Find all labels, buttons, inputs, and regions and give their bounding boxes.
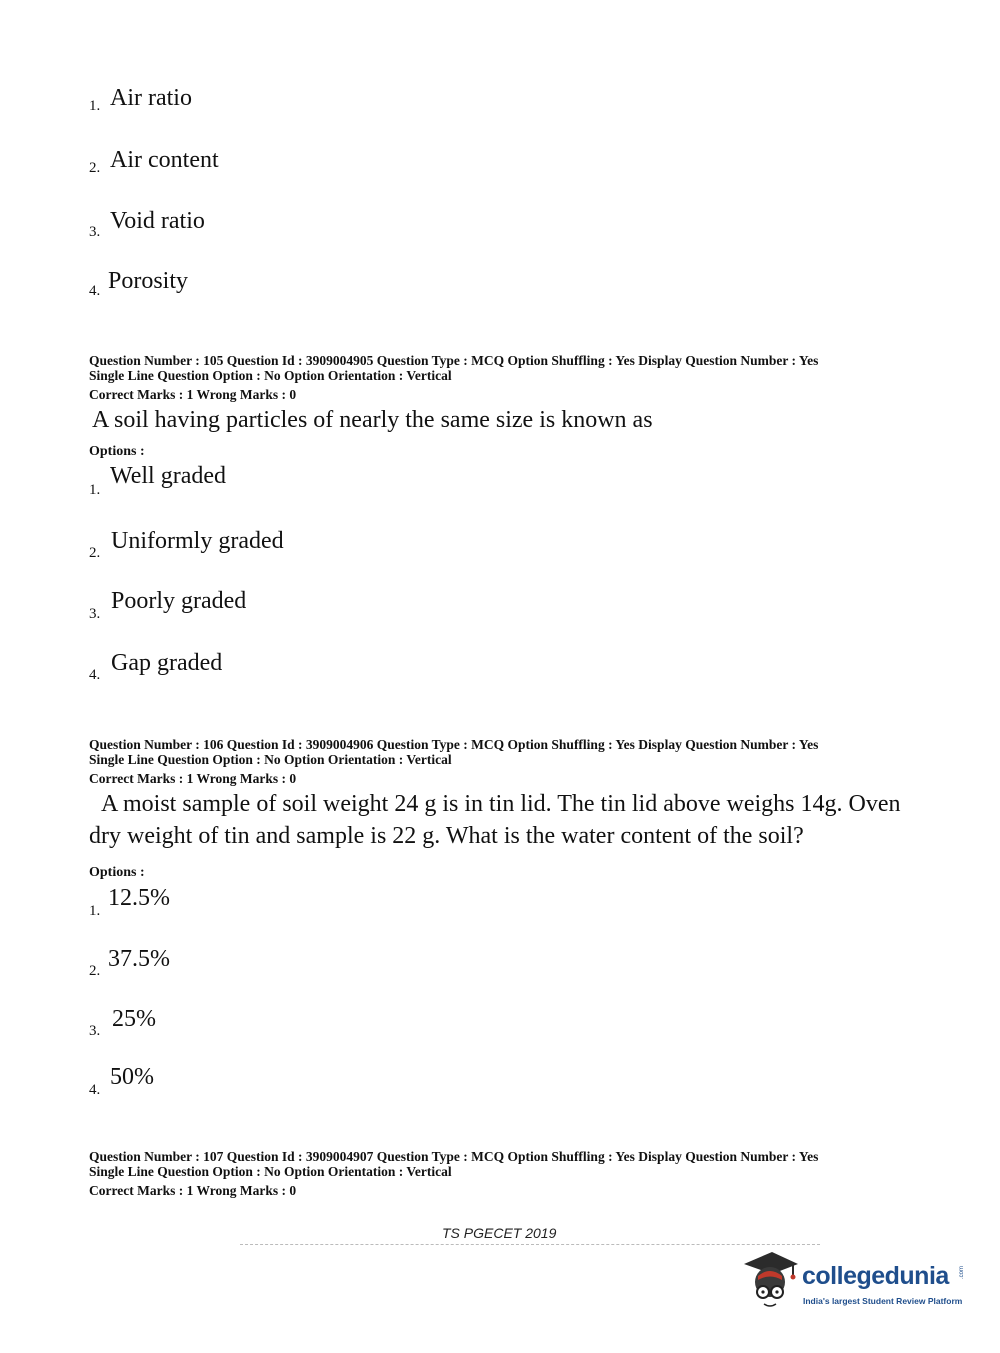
option-text: 37.5% [108, 946, 170, 972]
option-text: Uniformly graded [111, 528, 284, 554]
collegedunia-logo [740, 1246, 970, 1316]
question-marks: Correct Marks : 1 Wrong Marks : 0 [89, 771, 297, 786]
option-text: 12.5% [108, 885, 170, 911]
option-number: 4. [89, 283, 101, 299]
graduate-mascot-icon [740, 1246, 802, 1312]
option-text: Poorly graded [111, 588, 247, 614]
footer-exam-title: TS PGECET 2019 [442, 1225, 557, 1241]
option-number: 3. [89, 1023, 101, 1039]
option-text: 50% [110, 1064, 154, 1090]
question-text-line1: A moist sample of soil weight 24 g is in tin lid. The tin lid above weighs 14g. Oven [101, 791, 901, 817]
option-number: 1. [89, 98, 101, 114]
option-number: 2. [89, 963, 101, 979]
option-number: 2. [89, 160, 101, 176]
option-number: 3. [89, 224, 101, 240]
question-meta-line1: Question Number : 105 Question Id : 3909004905 Question Type : MCQ Option Shuffling : Yes Display Question Number : Yes [89, 353, 819, 368]
option-number: 1. [89, 482, 101, 498]
logo-tagline: India's largest Student Review Platform [803, 1296, 963, 1306]
logo-com-suffix: .com [959, 1266, 965, 1280]
question-meta-line1: Question Number : 106 Question Id : 3909004906 Question Type : MCQ Option Shuffling : Yes Display Question Number : Yes [89, 737, 819, 752]
question-text-line2: dry weight of tin and sample is 22 g. What is the water content of the soil? [89, 823, 804, 849]
options-label: Options : [89, 865, 145, 880]
question-meta-line2: Single Line Question Option : No Option Orientation : Vertical [89, 752, 452, 767]
option-text: Well graded [110, 463, 227, 489]
option-number: 1. [89, 903, 101, 919]
option-text: Gap graded [111, 650, 223, 676]
question-meta-line1: Question Number : 107 Question Id : 3909004907 Question Type : MCQ Option Shuffling : Yes Display Question Number : Yes [89, 1149, 819, 1164]
logo-wordmark: collegedunia [802, 1262, 949, 1290]
question-marks: Correct Marks : 1 Wrong Marks : 0 [89, 1183, 297, 1198]
option-text: 25% [112, 1006, 156, 1032]
option-number: 2. [89, 545, 101, 561]
option-number: 3. [89, 606, 101, 622]
option-number: 4. [89, 667, 101, 683]
question-marks: Correct Marks : 1 Wrong Marks : 0 [89, 387, 297, 402]
question-meta-line2: Single Line Question Option : No Option Orientation : Vertical [89, 1164, 452, 1179]
option-text: Air ratio [110, 85, 192, 111]
option-text: Void ratio [110, 208, 205, 234]
question-text: A soil having particles of nearly the same size is known as [92, 407, 653, 433]
options-label: Options : [89, 444, 145, 459]
question-meta-line2: Single Line Question Option : No Option Orientation : Vertical [89, 368, 452, 383]
footer-divider [240, 1244, 820, 1245]
option-number: 4. [89, 1082, 101, 1098]
option-text: Porosity [108, 268, 189, 294]
option-text: Air content [110, 147, 219, 173]
